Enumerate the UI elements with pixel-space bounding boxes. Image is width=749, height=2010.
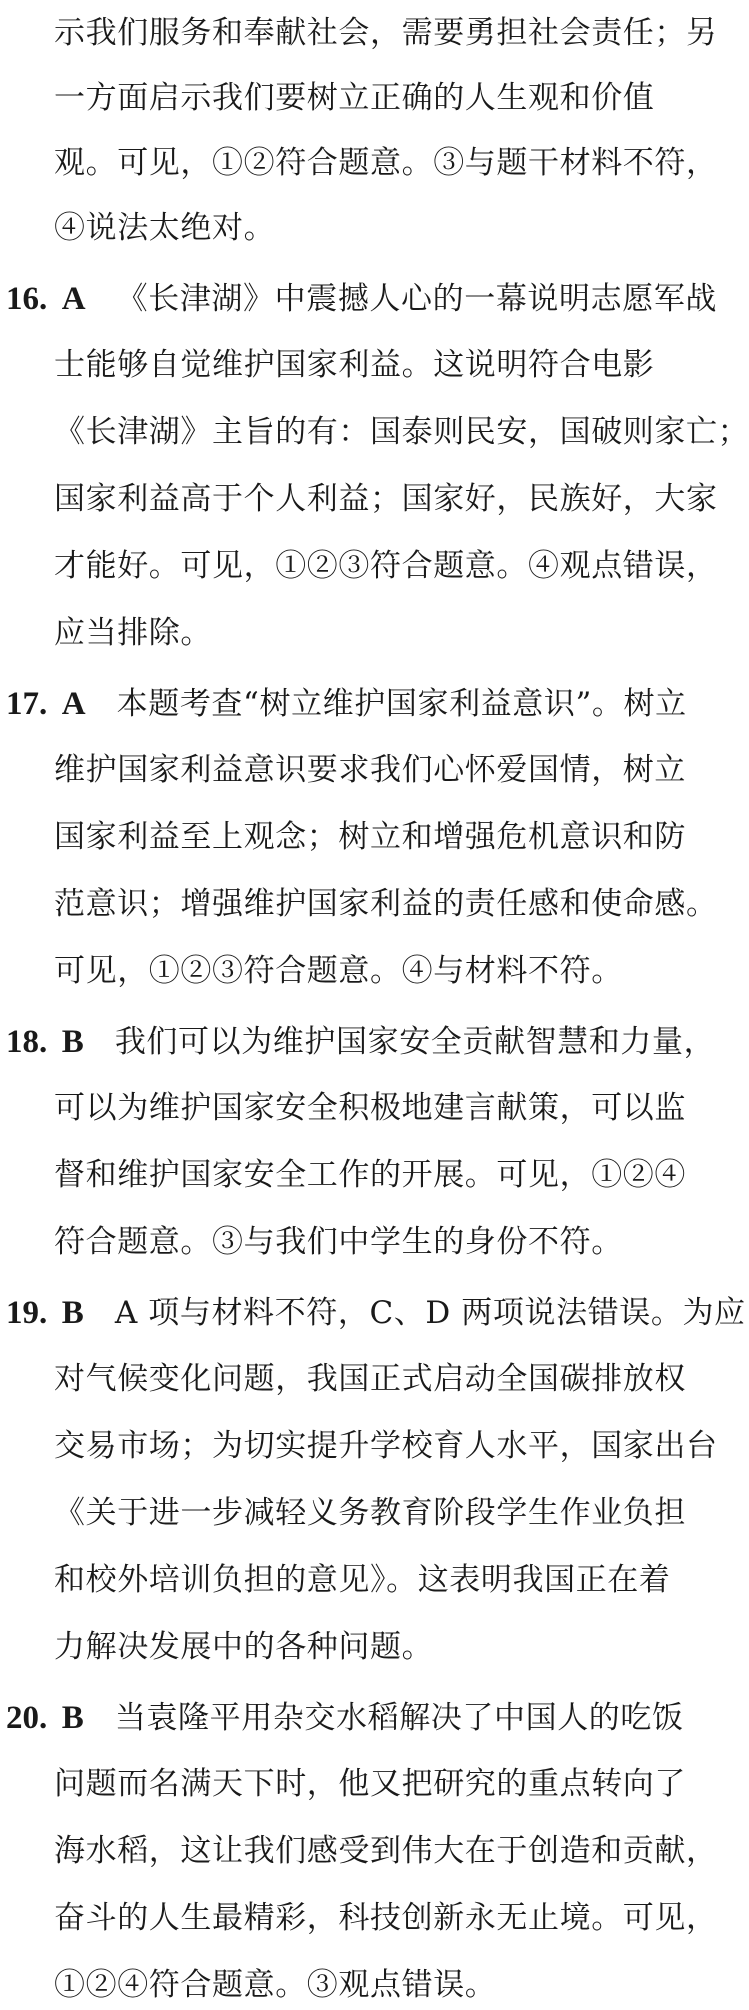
- question-20-first-line: [6, 1702, 684, 1742]
- explanation-line: 可以为维护国家安全积极地建言献策，可以监: [54, 1090, 686, 1126]
- explanation-text: 本题考查“树立维护国家利益意识”。树立: [116, 686, 687, 722]
- question-number: 20.: [6, 1700, 48, 1736]
- carryover-line: 一方面启示我们要树立正确的人生观和价值: [54, 80, 655, 116]
- explanation-line: 可见，①②③符合题意。④与材料不符。: [54, 953, 623, 989]
- explanation-line: 应当排除。: [54, 615, 212, 651]
- answer-letter: B: [61, 1024, 85, 1060]
- question-number: 19.: [6, 1295, 48, 1331]
- explanation-line: ①②④符合题意。③观点错误。: [54, 1967, 497, 2003]
- explanation-line: 国家利益至上观念；树立和增强危机意识和防: [54, 819, 686, 855]
- answer-letter: B: [61, 1295, 85, 1331]
- explanation-line: 维护国家利益意识要求我们心怀爱国情，树立: [54, 752, 686, 788]
- explanation-line: 交易市场；为切实提升学校育人水平，国家出台: [54, 1428, 718, 1464]
- carryover-line: 观。可见，①②符合题意。③与题干材料不符，: [54, 145, 718, 181]
- carryover-line: 示我们服务和奉献社会，需要勇担社会责任；另: [54, 15, 718, 51]
- explanation-line: 《长津湖》主旨的有：国泰则民安，国破则家亡；: [54, 414, 749, 450]
- explanation-text: 当袁隆平用杂交水稻解决了中国人的吃饭: [114, 1700, 684, 1736]
- answer-letter: B: [61, 1700, 85, 1736]
- explanation-line: 对气候变化问题，我国正式启动全国碳排放权: [54, 1361, 686, 1397]
- question-number: 17.: [6, 686, 48, 722]
- explanation-line: 《关于进一步减轻义务教育阶段学生作业负担: [54, 1495, 686, 1531]
- explanation-text: A 项与材料不符，C、D 两项说法错误。为应: [114, 1295, 746, 1331]
- explanation-line: 范意识；增强维护国家利益的责任感和使命感。: [54, 886, 718, 922]
- question-19-first-line: [6, 1297, 746, 1337]
- explanation-line: 士能够自觉维护国家利益。这说明符合电影: [54, 347, 655, 383]
- explanation-text: 《长津湖》中震撼人心的一幕说明志愿军战: [116, 281, 718, 317]
- explanation-line: 督和维护国家安全工作的开展。可见，①②④: [54, 1157, 686, 1193]
- explanation-line: 问题而名满天下时，他又把研究的重点转向了: [54, 1766, 686, 1802]
- question-18-first-line: [6, 1026, 715, 1066]
- explanation-text: 我们可以为维护国家安全贡献智慧和力量，: [114, 1024, 716, 1060]
- answer-letter: A: [61, 686, 87, 722]
- explanation-line: 和校外培训负担的意见》。这表明我国正在着: [54, 1562, 671, 1598]
- question-17-first-line: [6, 688, 687, 728]
- explanation-line: 符合题意。③与我们中学生的身份不符。: [54, 1224, 623, 1260]
- question-16-first-line: [6, 283, 717, 323]
- explanation-line: 海水稻，这让我们感受到伟大在于创造和贡献，: [54, 1833, 718, 1869]
- question-number: 18.: [6, 1024, 48, 1060]
- explanation-line: 国家利益高于个人利益；国家好，民族好，大家: [54, 481, 718, 517]
- explanation-line: 奋斗的人生最精彩，科技创新永无止境。可见，: [54, 1900, 718, 1936]
- explanation-line: 力解决发展中的各种问题。: [54, 1629, 434, 1665]
- question-number: 16.: [6, 281, 48, 317]
- answer-letter: A: [61, 281, 87, 317]
- explanation-line: 才能好。可见，①②③符合题意。④观点错误，: [54, 548, 718, 584]
- carryover-line: ④说法太绝对。: [54, 210, 276, 246]
